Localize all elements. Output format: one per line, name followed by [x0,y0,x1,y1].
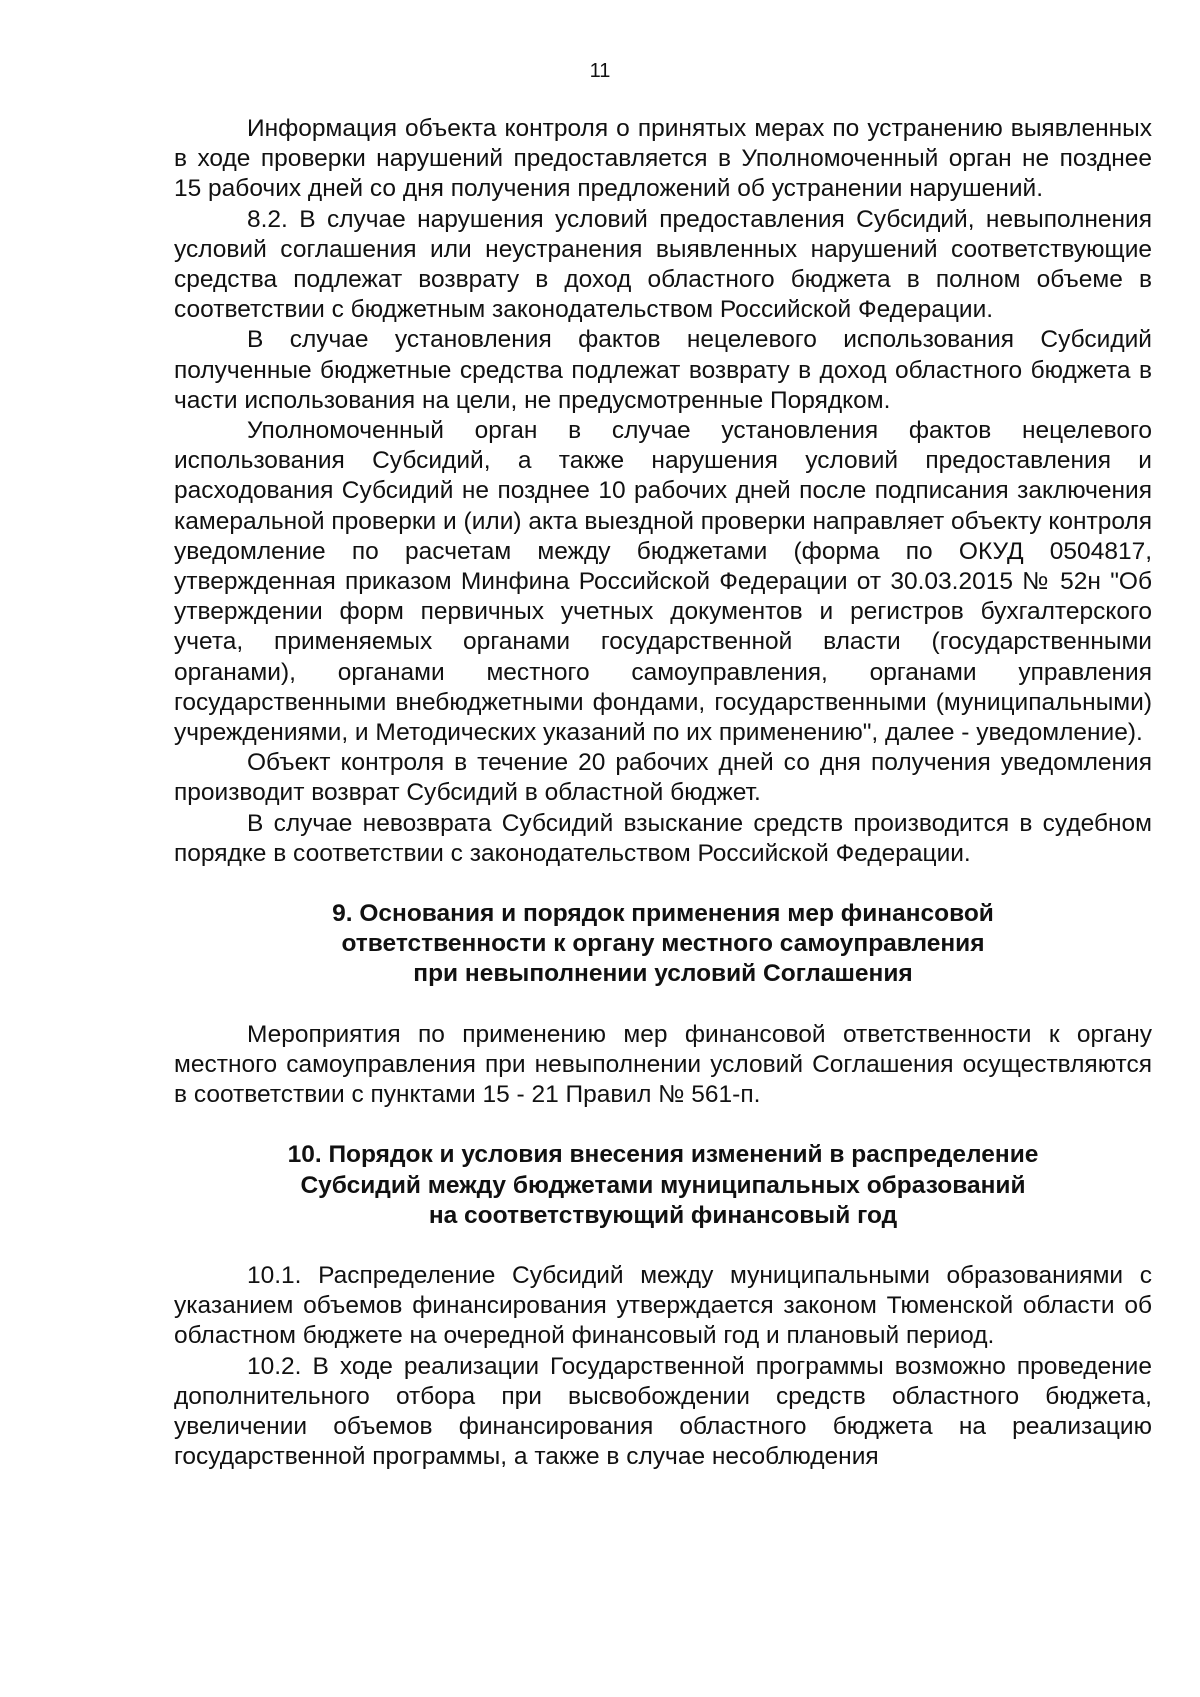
section-9-title [174,899,1152,990]
spacer [174,1110,1152,1140]
section-title-line: 10. Порядок и условия внесения изменений в распределение [287,1141,1039,1169]
section-title-line: ответственности к органу местного самоуправления [341,930,985,958]
paragraph: Мероприятия по применению мер финансовой ответственности к органу местного самоуправления при невыполнении условий Соглашения осуществляются в соответствии с пунктами 15 - 21 Правил № 561-п. [174,1020,1152,1109]
spacer [174,1231,1152,1261]
section-title-line: Субсидий между бюджетами муниципальных образований [300,1171,1026,1199]
page-number: 11 [589,60,611,82]
paragraph: В случае невозврата Субсидий взыскание средств производится в судебном порядке в соответствии с законодательством Российской Федерации. [174,809,1152,867]
paragraph: Информация объекта контроля о принятых мерах по устранению выявленных в ходе проверки нарушений предоставляется в Уполномоченный орган не позднее 15 рабочих дней со дня получения предложений об устранении нарушений. [174,115,1152,203]
section-10-title [174,1140,1152,1231]
paragraph: 10.2. В ходе реализации Государственной программы возможно проведение дополнительного отбора при высвобождении средств областного бюджета, увеличении объемов финансирования областного бюджета на реализацию государственной программы, а также в случае несоблюдения [174,1352,1152,1471]
section-title-line: при невыполнении условий Соглашения [413,960,913,988]
spacer [174,990,1152,1020]
paragraph: Уполномоченный орган в случае установления фактов нецелевого использования Субсидий, а также нарушения условий предоставления и расходования Субсидий не позднее 10 рабочих дней после подписания заключения камеральной проверки и (или) акта выездной проверки направляет объекту контроля уведомление по расчетам между бюджетами (форма по ОКУД 0504817, утвержденная приказом Минфина Российской Федерации от 30.03.2015 № 52н "Об утверждении форм первичных учетных документов и регистров бухгалтерского учета, применяемых органами государственной власти (государственными органами), органами местного самоуправления, органами управления государственными внебюджетными фондами, государственными (муниципальными) учреждениями, и Методических указаний по их применению", далее - уведомление). [174,417,1152,747]
section-title-line: 9. Основания и порядок применения мер финансовой [332,900,994,928]
paragraph: 8.2. В случае нарушения условий предоставления Субсидий, невыполнения условий соглашения или неустранения выявленных нарушений соответствующие средства подлежат возврату в доход областного бюджета в полном объеме в соответствии с бюджетным законодательством Российской Федерации. [174,205,1152,324]
paragraph: Объект контроля в течение 20 рабочих дней со дня получения уведомления производит возврат Субсидий в областной бюджет. [174,749,1152,807]
paragraph: 10.1. Распределение Субсидий между муниципальными образованиями с указанием объемов финансирования утверждается законом Тюменской области об областном бюджете на очередной финансовый год и плановый период. [174,1261,1152,1350]
section-title-line: на соответствующий финансовый год [428,1201,898,1229]
document-body [174,114,1152,1472]
spacer [174,869,1152,899]
paragraph: В случае установления фактов нецелевого использования Субсидий полученные бюджетные средства подлежат возврату в доход областного бюджета в части использования на цели, не предусмотренные Порядком. [174,326,1152,414]
